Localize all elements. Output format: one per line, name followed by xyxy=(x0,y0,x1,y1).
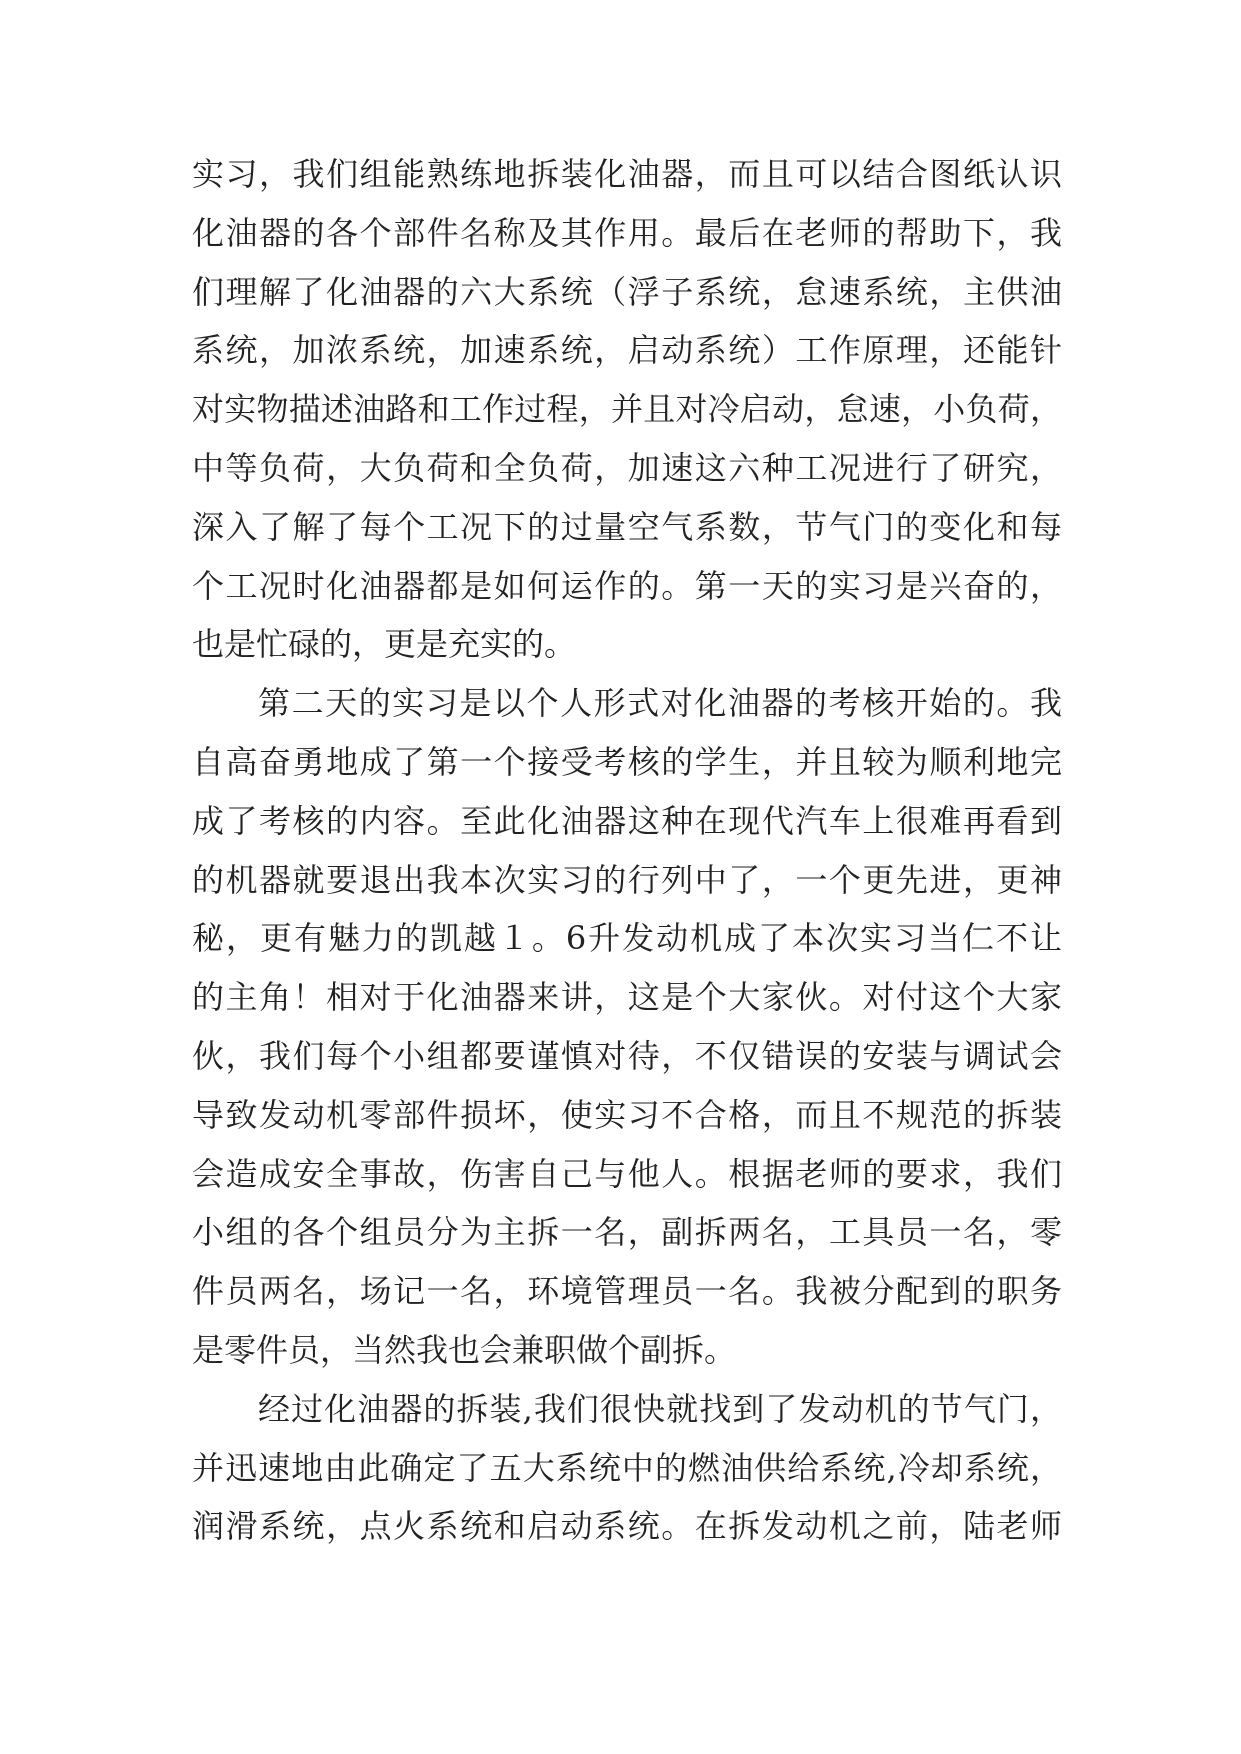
paragraph-2-line-11: 件员两名，场记一名，环境管理员一名。我被分配到的职务 xyxy=(192,1272,1062,1311)
paragraph-1-line-7: 深入了解了每个工况下的过量空气系数，节气门的变化和每 xyxy=(192,507,1062,546)
paragraph-1-line-1: 实习，我们组能熟练地拆装化油器，而且可以结合图纸认识 xyxy=(192,155,1062,193)
paragraph-1-line-4: 系统，加浓系统，加速系统，启动系统）工作原理，还能针 xyxy=(192,331,1062,370)
paragraph-2-line-9: 会造成安全事故，伤害自己与他人。根据老师的要求，我们 xyxy=(192,1154,1062,1193)
paragraph-2-line-1: 第二天的实习是以个人形式对化油器的考核开始的。我 xyxy=(258,684,1062,723)
paragraph-2-line-7: 伙，我们每个小组都要谨慎对待，不仅错误的安装与调试会 xyxy=(192,1036,1062,1075)
paragraph-3-line-2: 并迅速地由此确定了五大系统中的燃油供给系统,冷却系统， xyxy=(192,1448,1062,1487)
paragraph-1-line-3: 们理解了化油器的六大系统（浮子系统，怠速系统，主供油 xyxy=(192,272,1062,311)
paragraph-1-line-9: 也是忙碌的，更是充实的。 xyxy=(192,625,577,664)
paragraph-2-line-10: 小组的各个组员分为主拆一名，副拆两名，工具员一名，零 xyxy=(192,1213,1062,1252)
paragraph-3-line-1: 经过化油器的拆装,我们很快就找到了发动机的节气门， xyxy=(258,1389,1062,1428)
paragraph-2-line-2: 自高奋勇地成了第一个接受考核的学生，并且较为顺利地完 xyxy=(192,742,1062,781)
paragraph-3-line-3: 润滑系统，点火系统和启动系统。在拆发动机之前，陆老师 xyxy=(192,1507,1062,1546)
paragraph-2-line-12: 是零件员，当然我也会兼职做个副拆。 xyxy=(192,1330,737,1369)
paragraph-1-line-5: 对实物描述油路和工作过程，并且对冷启动，怠速，小负荷， xyxy=(192,390,1062,429)
paragraph-2-line-5: 秘，更有魅力的凯越１。6升发动机成了本次实习当仁不让 xyxy=(192,919,1062,958)
paragraph-2-line-6: 的主角！相对于化油器来讲，这是个大家伙。对付这个大家 xyxy=(192,978,1062,1017)
body-text xyxy=(192,145,1062,1556)
paragraph-2-line-4: 的机器就要退出我本次实习的行列中了，一个更先进，更神 xyxy=(192,860,1062,899)
paragraph-1-line-6: 中等负荷，大负荷和全负荷，加速这六种工况进行了研究， xyxy=(192,448,1062,487)
paragraph-1-line-2: 化油器的各个部件名称及其作用。最后在老师的帮助下，我 xyxy=(192,213,1062,252)
paragraph-2-line-3: 成了考核的内容。至此化油器这种在现代汽车上很难再看到 xyxy=(192,801,1062,840)
paragraph-1-line-8: 个工况时化油器都是如何运作的。第一天的实习是兴奋的， xyxy=(192,566,1062,605)
paragraph-2-line-8: 导致发动机零部件损坏，使实习不合格，而且不规范的拆装 xyxy=(192,1095,1062,1134)
